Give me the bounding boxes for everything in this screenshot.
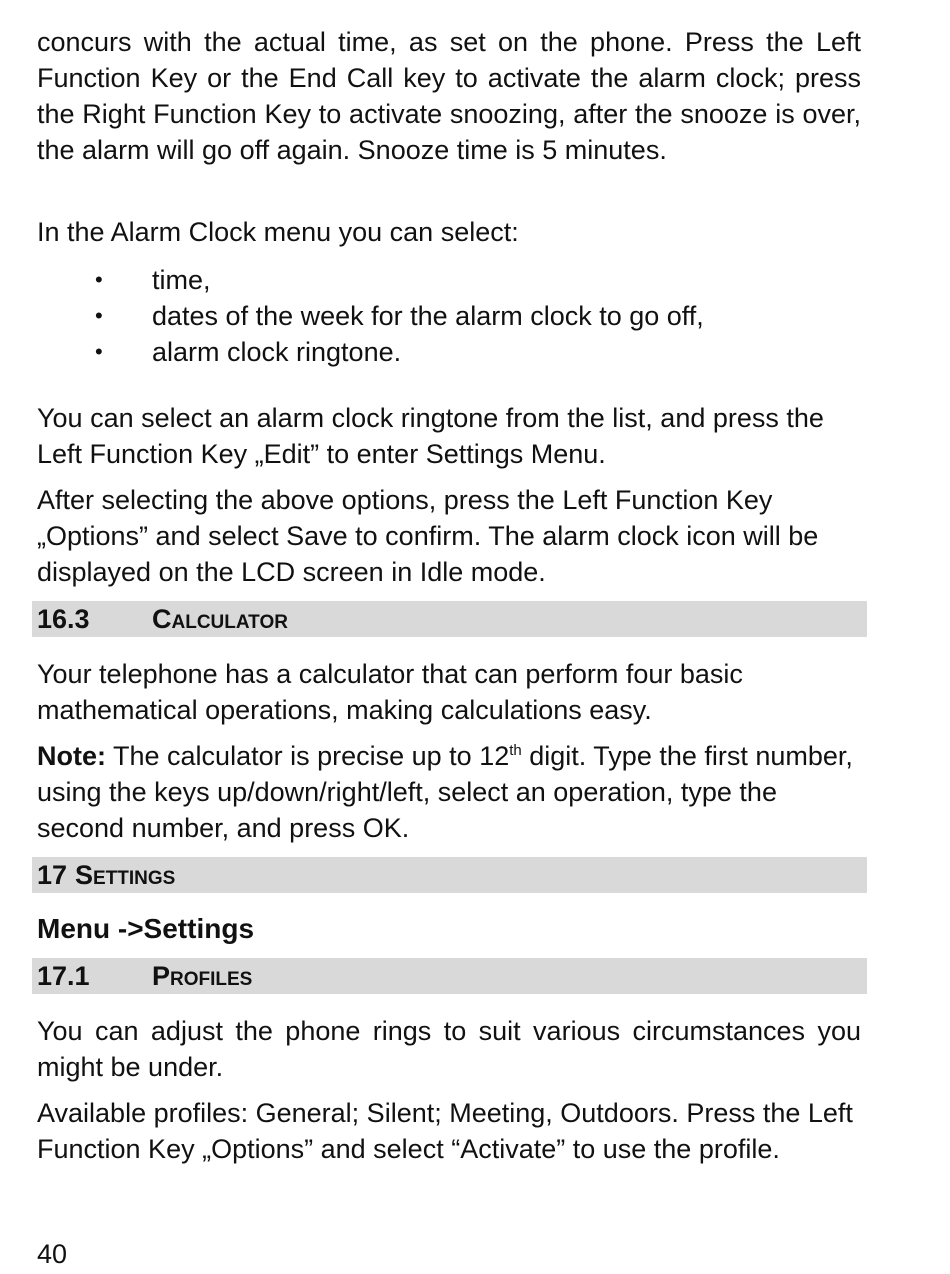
save-options-paragraph: After selecting the above options, press the Left Function Key „Options” and select Save to confirm. The alarm clock icon will be displayed on the LCD screen in Idle mode. [37,485,819,587]
page-number: 40 [37,1239,68,1269]
alarm-options-list [37,262,861,370]
list-item: • dates of the week for the alarm clock to go off, [37,298,861,334]
section-number: 16.3 [37,604,90,634]
section-heading-calculator [32,601,867,637]
list-item: • alarm clock ringtone. [37,334,861,370]
section-title: Calculator [152,604,288,634]
section-heading-profiles [32,958,867,994]
alarm-description-paragraph: concurs with the actual time, as set on the phone. Press the Left Function Key or the End Call key to activate the alarm clock; press the Right Function Key to activate snoozing, after the snooze is over, the alarm will go off again. Snooze time is 5 minutes. [37,27,861,165]
section-number: 17.1 [37,961,90,991]
calculator-note: Note: The calculator is precise up to 12th digit. Type the first number, using the keys up/down/right/left, select an operation, type the second number, and press OK. [37,741,853,843]
list-item: • time, [37,262,861,298]
bullet-icon: • [95,339,103,364]
section-number: 17 [37,860,68,890]
bullet-icon: • [95,267,103,292]
section-title: Profiles [152,961,253,991]
profiles-paragraph: You can adjust the phone rings to suit various circumstances you might be under. [37,1016,861,1082]
note-label: Note: [37,741,106,771]
menu-path-heading: Menu ->Settings [37,913,255,944]
bullet-icon: • [95,303,103,328]
ringtone-paragraph: You can select an alarm clock ringtone from the list, and press the Left Function Key „Edit” to enter Settings Menu. [37,403,824,469]
section-title: Settings [75,860,176,890]
available-profiles-paragraph: Available profiles: General; Silent; Meeting, Outdoors. Press the Left Function Key „Options” and select “Activate” to use the profile. [37,1098,853,1164]
alarm-menu-intro: In the Alarm Clock menu you can select: [37,217,519,247]
calculator-paragraph: Your telephone has a calculator that can perform four basic mathematical operations, making calculations easy. [37,659,743,725]
section-heading-settings [32,857,867,893]
